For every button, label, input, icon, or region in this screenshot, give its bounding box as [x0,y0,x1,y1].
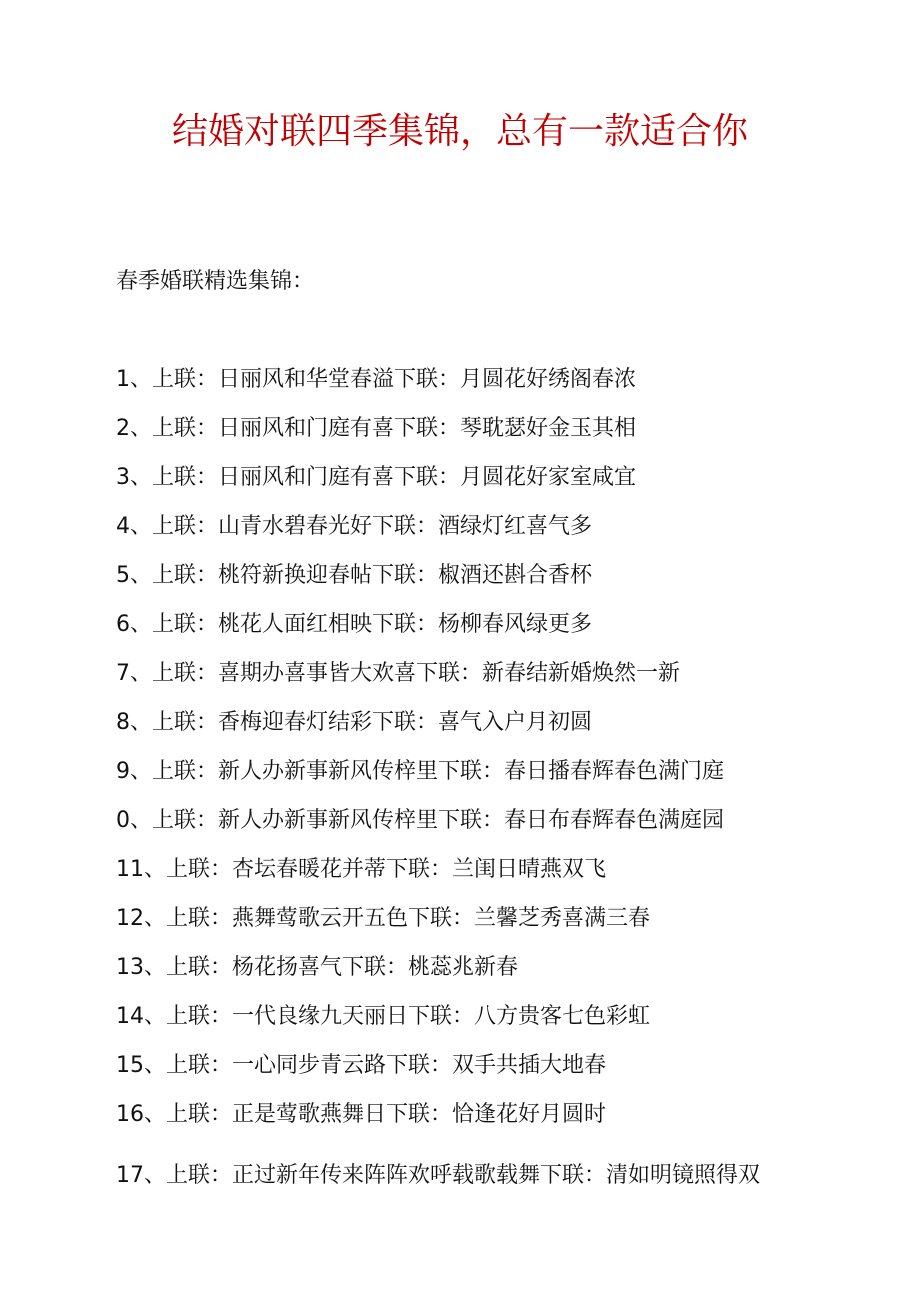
list-item: 17、上联：正过新年传来阵阵欢呼载歌载舞下联：清如明镜照得双 [116,1163,760,1188]
list-item: 12、上联：燕舞莺歌云开五色下联：兰馨芝秀喜满三春 [116,906,650,931]
section-heading: 春季婚联精选集锦： [116,269,315,294]
list-item: 15、上联：一心同步青云路下联：双手共插大地春 [116,1053,606,1078]
list-item: 3、上联：日丽风和门庭有喜下联：月圆花好家室咸宜 [116,465,636,490]
list-item: 16、上联：正是莺歌燕舞日下联：恰逢花好月圆时 [116,1102,606,1127]
list-item: 9、上联：新人办新事新风传梓里下联：春日播春辉春色满门庭 [116,759,724,784]
list-item: 13、上联：杨花扬喜气下联：桃蕊兆新春 [116,955,518,980]
list-item: 5、上联：桃符新换迎春帖下联：椒酒还斟合香杯 [116,563,592,588]
list-item: 0、上联：新人办新事新风传梓里下联：春日布春辉春色满庭园 [116,808,724,833]
list-item: 6、上联：桃花人面红相映下联：杨柳春风绿更多 [116,612,592,637]
list-item: 8、上联：香梅迎春灯结彩下联：喜气入户月初圆 [116,710,592,735]
list-item: 14、上联：一代良缘九天丽日下联：八方贵客七色彩虹 [116,1004,650,1029]
list-item: 4、上联：山青水碧春光好下联：酒绿灯红喜气多 [116,514,592,539]
list-item: 1、上联：日丽风和华堂春溢下联：月圆花好绣阁春浓 [116,367,636,392]
list-item: 7、上联：喜期办喜事皆大欢喜下联：新春结新婚焕然一新 [116,661,680,686]
couplet-list [116,364,760,1209]
list-item: 2、上联：日丽风和门庭有喜下联：琴耽瑟好金玉其相 [116,416,636,441]
list-item: 11、上联：杏坛春暖花并蒂下联：兰闺日晴燕双飞 [116,857,606,882]
page-title: 结婚对联四季集锦，总有一款适合你 [171,111,748,152]
